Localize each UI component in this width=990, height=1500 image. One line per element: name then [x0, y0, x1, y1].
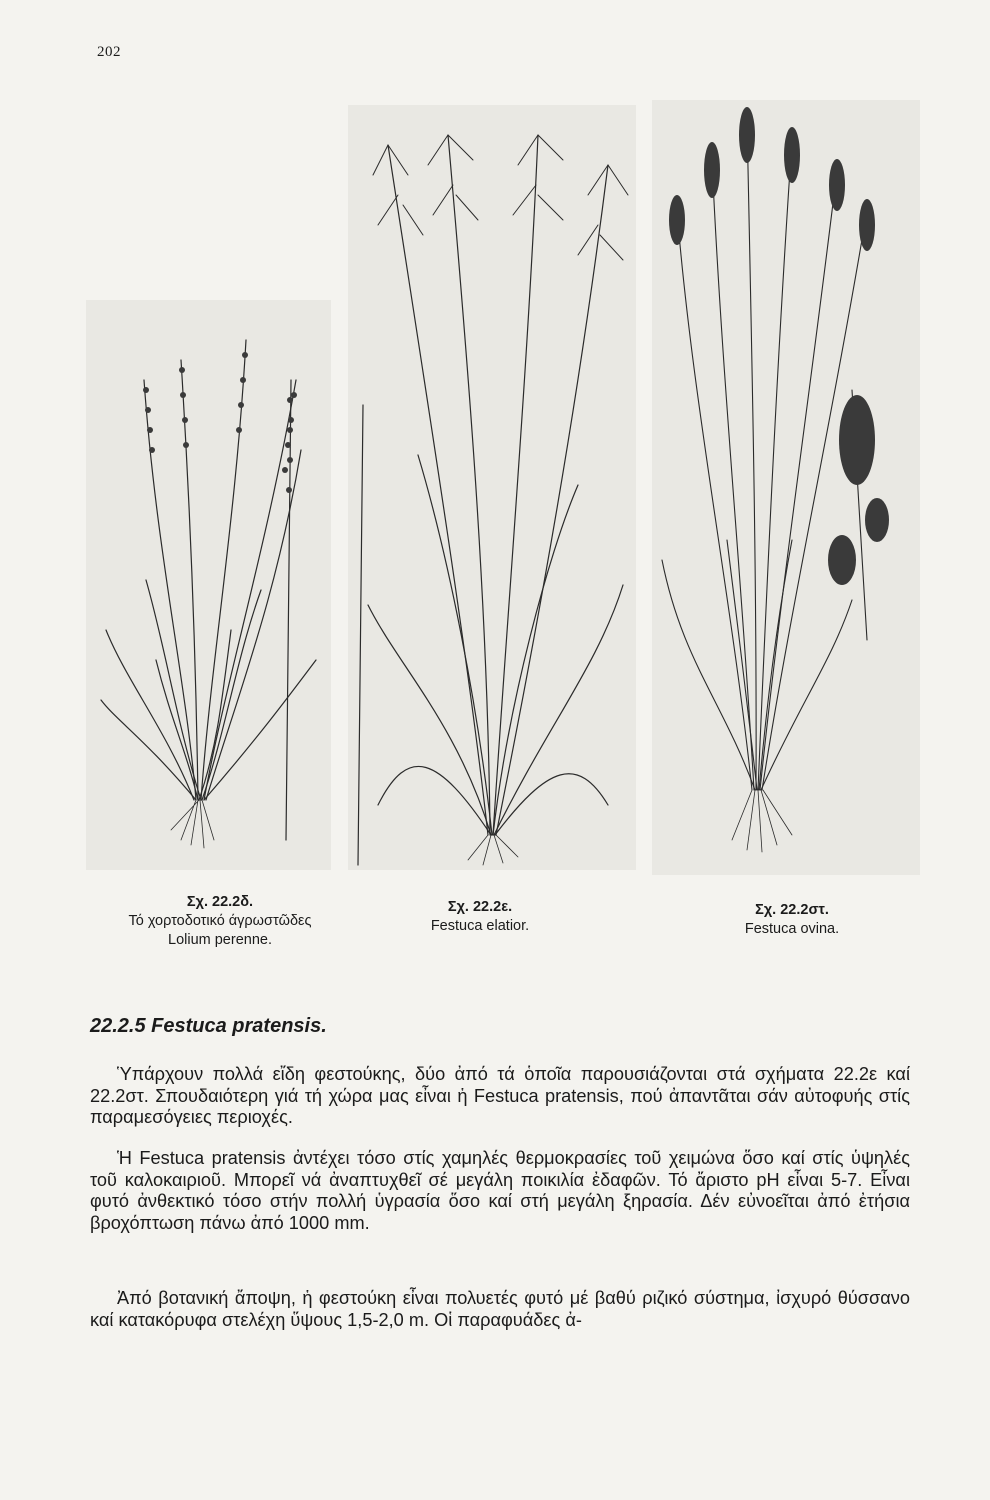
- grass-illustration-festuca-elatior: [348, 105, 636, 870]
- figure-lolium-perenne: [86, 300, 331, 870]
- figure-caption-line: Τό χορτοδοτικό άγρωστῶδες: [128, 913, 312, 929]
- figure-caption-line: Lolium perenne.: [168, 932, 272, 948]
- section-heading: 22.2.5 Festuca pratensis.: [90, 1015, 327, 1037]
- figure-festuca-elatior: [348, 105, 636, 870]
- paragraph-text: Ἀπό βοτανική ἄποψη, ἡ φεστούκη εἶναι πολυετές φυτό μέ βαθύ ριζικό σύστημα, ἰσχυρό θύσσανο καί κατακόρυφα στελέχη ὕψους 1,5-2,0 m. Οἱ παραφυάδες ἀ-: [90, 1288, 910, 1330]
- paragraph: [90, 1148, 910, 1234]
- figure-number: Σχ. 22.2δ.: [186, 894, 254, 910]
- figure-caption-line: Festuca elatior.: [430, 918, 530, 934]
- paragraph: [90, 1288, 910, 1331]
- figure-number: Σχ. 22.2ε.: [447, 899, 513, 915]
- figure-caption-lolium: [100, 893, 340, 950]
- page-number: 202: [97, 44, 121, 60]
- paragraph-text: Ἡ Festuca pratensis ἀντέχει τόσο στίς χαμηλές θερμοκρασίες τοῦ χειμώνα ὅσο καί στίς ὑψηλές τοῦ καλοκαιριοῦ. Μπορεῖ νά ἀναπτυχθεῖ σέ μεγάλη ποικιλία ἐδαφῶν. Τό ἄριστο pH εἶναι 5-7. Εἶναι φυτό ἀνθεκτικό τόσο στήν πολλή ὑγρασία ὅσο καί στή μεγάλη ξηρασία. Δέν εὐνοεῖται ἀπό ἐτήσια βροχόπτωση πάνω ἀπό 1000 mm.: [90, 1148, 910, 1233]
- figure-caption-festuca-elatior: [400, 898, 560, 936]
- grass-illustration-lolium-perenne: [86, 300, 331, 870]
- paragraph: [90, 1064, 910, 1129]
- figure-caption-line: Festuca ovina.: [744, 921, 840, 937]
- grass-illustration-festuca-ovina: [652, 100, 920, 875]
- figure-festuca-ovina: [652, 100, 920, 875]
- paragraph-text: Ὑπάρχουν πολλά εἴδη φεστούκης, δύο ἀπό τά ὁποῖα παρουσιάζονται στά σχήματα 22.2ε καί 22.2στ. Σπουδαιότερη γιά τή χώρα μας εἶναι ἡ Festuca pratensis, πού ἀπαντᾶται σάν αὐτοφυής στίς παραμεσόγειες περιοχές.: [90, 1064, 910, 1128]
- figure-number: Σχ. 22.2στ.: [755, 902, 829, 918]
- figure-caption-festuca-ovina: [712, 901, 872, 939]
